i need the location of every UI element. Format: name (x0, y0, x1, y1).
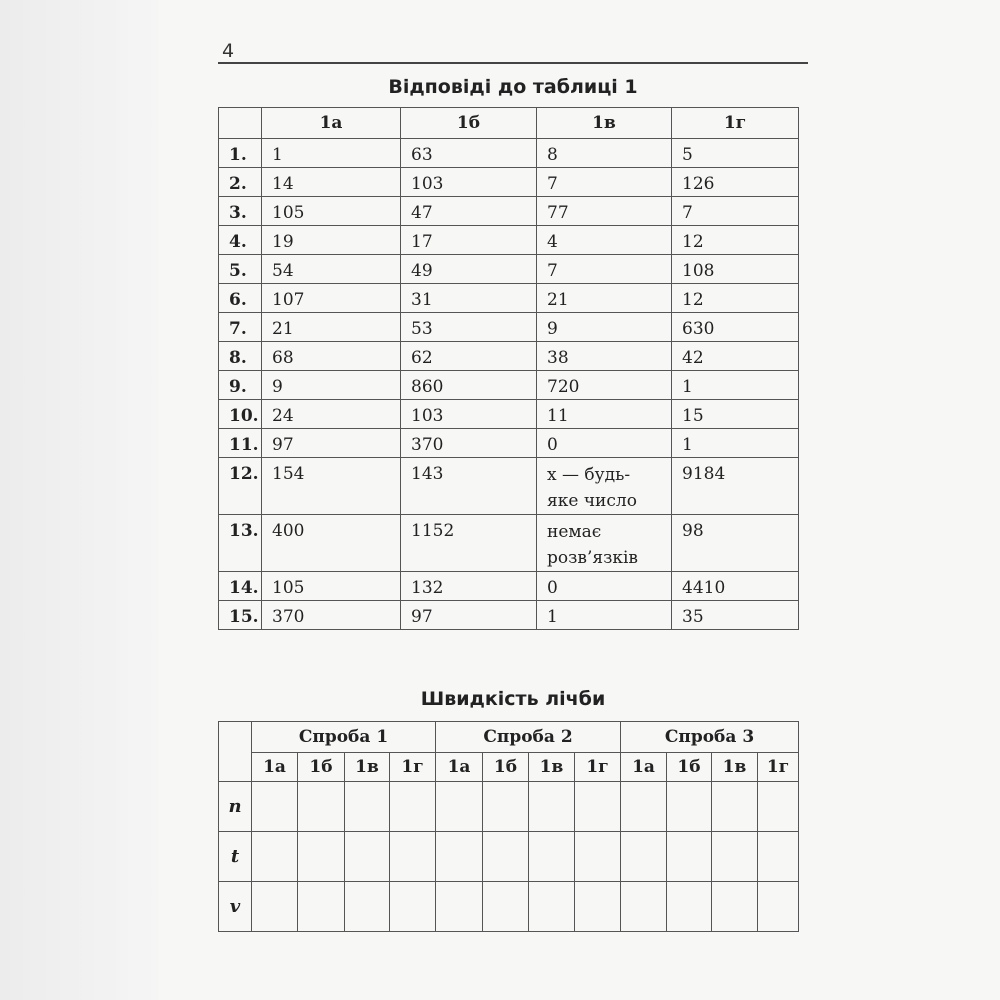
sub-column-header: 1а (436, 753, 483, 782)
row-number: 11. (219, 429, 262, 458)
answer-cell: 31 (401, 284, 537, 313)
table-row (219, 284, 799, 313)
empty-cell (252, 882, 298, 932)
answer-line: x — будь- (547, 465, 631, 485)
sub-column-header: 1г (575, 753, 621, 782)
attempt-header: Спроба 3 (621, 722, 799, 753)
row-number: 1. (219, 139, 262, 168)
empty-cell (575, 832, 621, 882)
answer-cell: 400 (262, 515, 401, 572)
empty-cell (252, 782, 298, 832)
answer-cell: 8 (537, 139, 672, 168)
row-number: 12. (219, 458, 262, 515)
empty-cell (712, 832, 758, 882)
answer-cell: 0 (537, 429, 672, 458)
answer-cell: 4 (537, 226, 672, 255)
corner-cell (219, 722, 252, 782)
table-row (219, 882, 799, 932)
answer-line: немає (547, 522, 602, 542)
answer-cell: 103 (401, 400, 537, 429)
answer-cell: 720 (537, 371, 672, 400)
answer-cell: 21 (262, 313, 401, 342)
answer-cell: 108 (672, 255, 799, 284)
empty-cell (575, 782, 621, 832)
row-number: 2. (219, 168, 262, 197)
table-row (219, 601, 799, 630)
table-row (219, 458, 799, 515)
row-number: 13. (219, 515, 262, 572)
speed-table (218, 721, 799, 932)
answer-cell: 17 (401, 226, 537, 255)
sub-column-header: 1в (529, 753, 575, 782)
empty-cell (298, 782, 345, 832)
empty-cell (390, 882, 436, 932)
empty-cell (758, 882, 799, 932)
answer-cell: 7 (537, 255, 672, 284)
empty-cell (345, 832, 390, 882)
empty-cell (252, 832, 298, 882)
row-number: 10. (219, 400, 262, 429)
answer-cell: 370 (262, 601, 401, 630)
answer-cell: 105 (262, 572, 401, 601)
answer-cell: 47 (401, 197, 537, 226)
answer-cell: 154 (262, 458, 401, 515)
empty-cell (621, 782, 667, 832)
answer-cell: 11 (537, 400, 672, 429)
answer-cell: 53 (401, 313, 537, 342)
answer-cell: 19 (262, 226, 401, 255)
empty-cell (758, 832, 799, 882)
answers-table-title: Відповіді до таблиці 1 (388, 76, 638, 98)
answer-cell: 42 (672, 342, 799, 371)
empty-cell (483, 882, 529, 932)
empty-cell (667, 882, 712, 932)
answer-cell: 103 (401, 168, 537, 197)
row-variable: n (219, 782, 252, 832)
answer-cell: 630 (672, 313, 799, 342)
row-number: 5. (219, 255, 262, 284)
answer-cell: 143 (401, 458, 537, 515)
empty-cell (758, 782, 799, 832)
answer-cell: 68 (262, 342, 401, 371)
answer-cell: 105 (262, 197, 401, 226)
answer-cell: 21 (537, 284, 672, 313)
answer-cell: 12 (672, 226, 799, 255)
answer-cell: 9 (262, 371, 401, 400)
answer-cell: 1 (262, 139, 401, 168)
answer-cell: 24 (262, 400, 401, 429)
empty-cell (575, 882, 621, 932)
row-number: 14. (219, 572, 262, 601)
answer-cell: 7 (537, 168, 672, 197)
attempt-header-row (219, 722, 799, 753)
answer-cell: 63 (401, 139, 537, 168)
empty-cell (483, 832, 529, 882)
answer-cell: 5 (672, 139, 799, 168)
empty-cell (667, 782, 712, 832)
empty-cell (298, 882, 345, 932)
row-number: 15. (219, 601, 262, 630)
row-variable: v (219, 882, 252, 932)
answer-cell: 38 (537, 342, 672, 371)
sub-column-header: 1в (345, 753, 390, 782)
table-row (219, 255, 799, 284)
table-row (219, 782, 799, 832)
column-header: 1а (262, 108, 401, 139)
column-header: 1б (401, 108, 537, 139)
answer-cell: 49 (401, 255, 537, 284)
answer-cell: 860 (401, 371, 537, 400)
attempt-header: Спроба 1 (252, 722, 436, 753)
row-variable: t (219, 832, 252, 882)
page-number: 4 (222, 40, 235, 62)
sub-column-header: 1б (298, 753, 345, 782)
table-row (219, 429, 799, 458)
answer-cell: 77 (537, 197, 672, 226)
table-row (219, 197, 799, 226)
empty-cell (390, 832, 436, 882)
answer-cell: 1152 (401, 515, 537, 572)
empty-cell (529, 882, 575, 932)
answer-cell (537, 458, 672, 515)
sub-column-header: 1г (758, 753, 799, 782)
answer-cell: 14 (262, 168, 401, 197)
row-number: 3. (219, 197, 262, 226)
answer-line: яке число (547, 491, 637, 511)
empty-cell (345, 882, 390, 932)
answer-cell: 54 (262, 255, 401, 284)
attempt-header: Спроба 2 (436, 722, 621, 753)
row-number: 9. (219, 371, 262, 400)
answer-cell: 1 (672, 429, 799, 458)
answer-cell: 12 (672, 284, 799, 313)
sub-column-header: 1б (483, 753, 529, 782)
answer-cell: 7 (672, 197, 799, 226)
table-row (219, 313, 799, 342)
table-row (219, 572, 799, 601)
answer-cell: 62 (401, 342, 537, 371)
row-number: 6. (219, 284, 262, 313)
answer-cell: 107 (262, 284, 401, 313)
answer-cell: 15 (672, 400, 799, 429)
sub-column-header: 1а (252, 753, 298, 782)
empty-cell (712, 782, 758, 832)
empty-cell (436, 882, 483, 932)
answer-cell: 1 (537, 601, 672, 630)
table-row (219, 515, 799, 572)
sub-header-row (219, 753, 799, 782)
table-row (219, 832, 799, 882)
answer-cell: 126 (672, 168, 799, 197)
row-number: 8. (219, 342, 262, 371)
empty-cell (529, 782, 575, 832)
empty-cell (345, 782, 390, 832)
answer-cell: 4410 (672, 572, 799, 601)
answer-cell: 9 (537, 313, 672, 342)
corner-cell (219, 108, 262, 139)
table-row (219, 226, 799, 255)
answer-cell: 97 (262, 429, 401, 458)
row-number: 4. (219, 226, 262, 255)
answer-cell: 35 (672, 601, 799, 630)
answer-cell: 0 (537, 572, 672, 601)
sub-column-header: 1б (667, 753, 712, 782)
answers-header-row (219, 108, 799, 139)
answer-cell: 98 (672, 515, 799, 572)
answer-cell: 132 (401, 572, 537, 601)
table-row (219, 342, 799, 371)
sub-column-header: 1г (390, 753, 436, 782)
sub-column-header: 1в (712, 753, 758, 782)
table-row (219, 168, 799, 197)
sub-column-header: 1а (621, 753, 667, 782)
row-number: 7. (219, 313, 262, 342)
header-rule (218, 62, 808, 64)
answers-table (218, 107, 799, 630)
empty-cell (483, 782, 529, 832)
empty-cell (298, 832, 345, 882)
table-row (219, 400, 799, 429)
answer-cell: 9184 (672, 458, 799, 515)
answer-cell: 97 (401, 601, 537, 630)
page-gutter (0, 0, 158, 1000)
answer-line: розв’язків (547, 548, 638, 568)
empty-cell (390, 782, 436, 832)
answer-cell: 370 (401, 429, 537, 458)
column-header: 1в (537, 108, 672, 139)
empty-cell (436, 832, 483, 882)
table-row (219, 371, 799, 400)
empty-cell (667, 832, 712, 882)
empty-cell (529, 832, 575, 882)
column-header: 1г (672, 108, 799, 139)
empty-cell (621, 882, 667, 932)
table-row (219, 139, 799, 168)
empty-cell (436, 782, 483, 832)
empty-cell (712, 882, 758, 932)
answer-cell: 1 (672, 371, 799, 400)
empty-cell (621, 832, 667, 882)
answer-cell (537, 515, 672, 572)
speed-table-title: Швидкість лічби (420, 688, 606, 710)
